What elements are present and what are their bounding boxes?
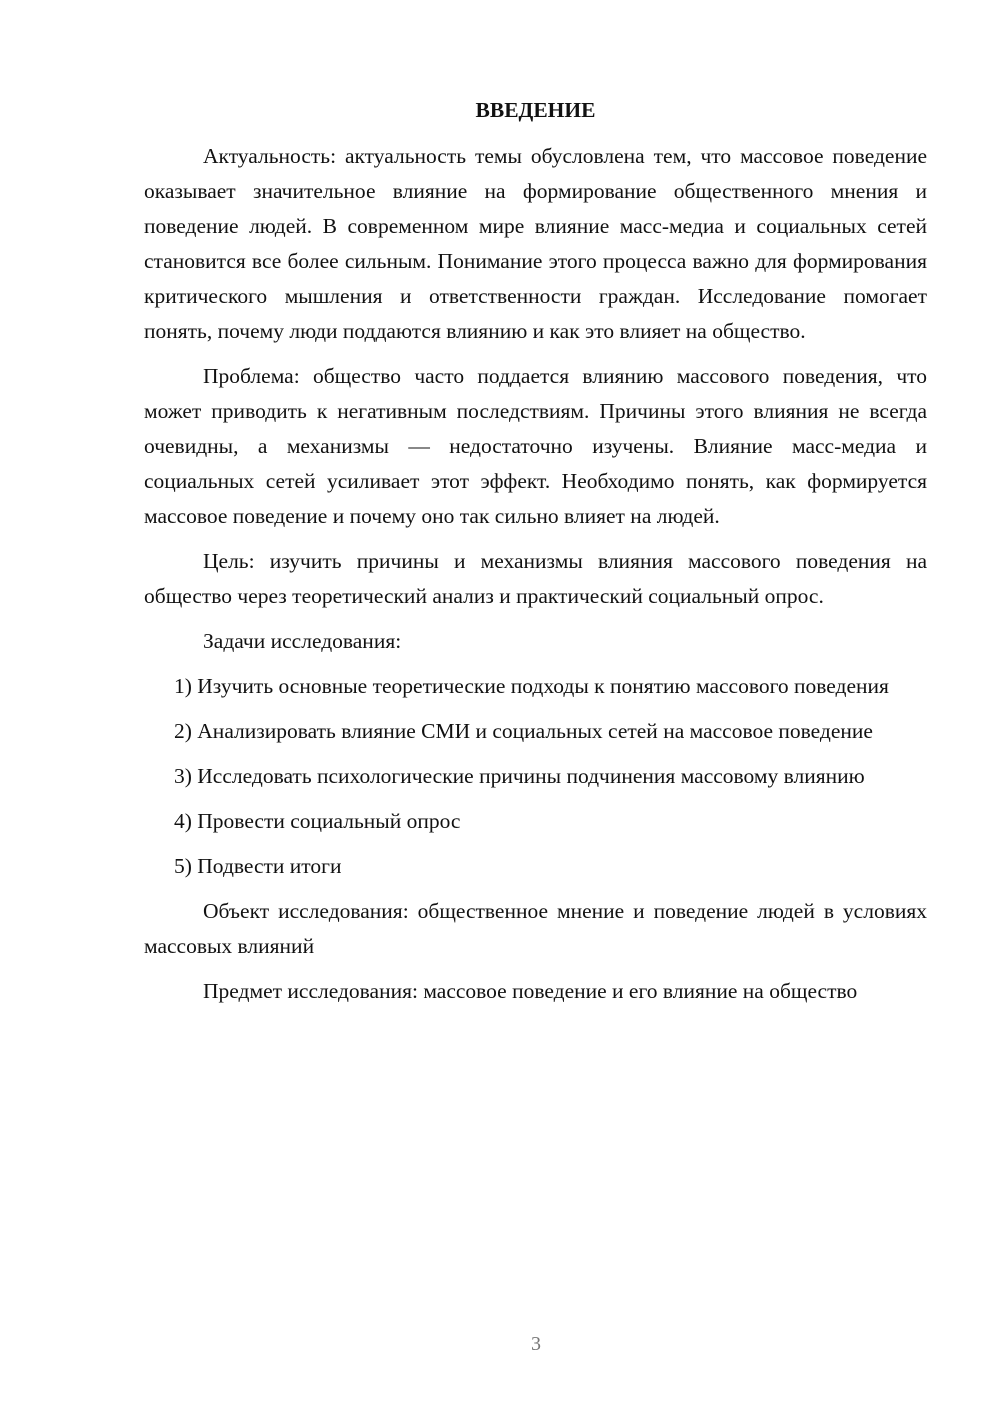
tasks-heading: Задачи исследования: — [203, 629, 402, 653]
task-item-2: 2) Анализировать влияние СМИ и социальных сетей на массовое поведение — [174, 719, 873, 743]
paragraph-subject: Предмет исследования: массовое поведение и его влияние на общество — [203, 979, 858, 1003]
task-item-5: 5) Подвести итоги — [174, 854, 342, 878]
task-item-4: 4) Провести социальный опрос — [174, 809, 461, 833]
task-item-1: 1) Изучить основные теоретические подходы к понятию массового поведения — [174, 674, 889, 698]
page-title: ВВЕДЕНИЕ — [475, 98, 596, 122]
paragraph-relevance: Актуальность: актуальность темы обусловлена тем, что массовое поведение оказывает значительное влияние на формирование общественного мнения и поведение людей. В современном мире влияние масс-медиа и социальных сетей становится все более сильным. Понимание этого процесса важно для формирования критического мышления и ответственности граждан. Исследование помогает понять, почему люди поддаются влиянию и как это влияет на общество. — [144, 144, 927, 343]
task-item-3: 3) Исследовать психологические причины подчинения массовому влиянию — [174, 764, 865, 788]
page-number: 3 — [531, 1333, 541, 1355]
paragraph-goal: Цель: изучить причины и механизмы влияния массового поведения на общество через теоретический анализ и практический социальный опрос. — [144, 549, 927, 608]
paragraph-object: Объект исследования: общественное мнение и поведение людей в условиях массовых влияний — [144, 899, 927, 958]
page-content — [144, 92, 927, 1019]
paragraph-problem: Проблема: общество часто поддается влиянию массового поведения, что может приводить к негативным последствиям. Причины этого влияния не всегда очевидны, а механизмы — недостаточно изучены. Влияние масс-медиа и социальных сетей усиливает этот эффект. Необходимо понять, как формируется массовое поведение и почему оно так сильно влияет на людей. — [144, 364, 927, 528]
